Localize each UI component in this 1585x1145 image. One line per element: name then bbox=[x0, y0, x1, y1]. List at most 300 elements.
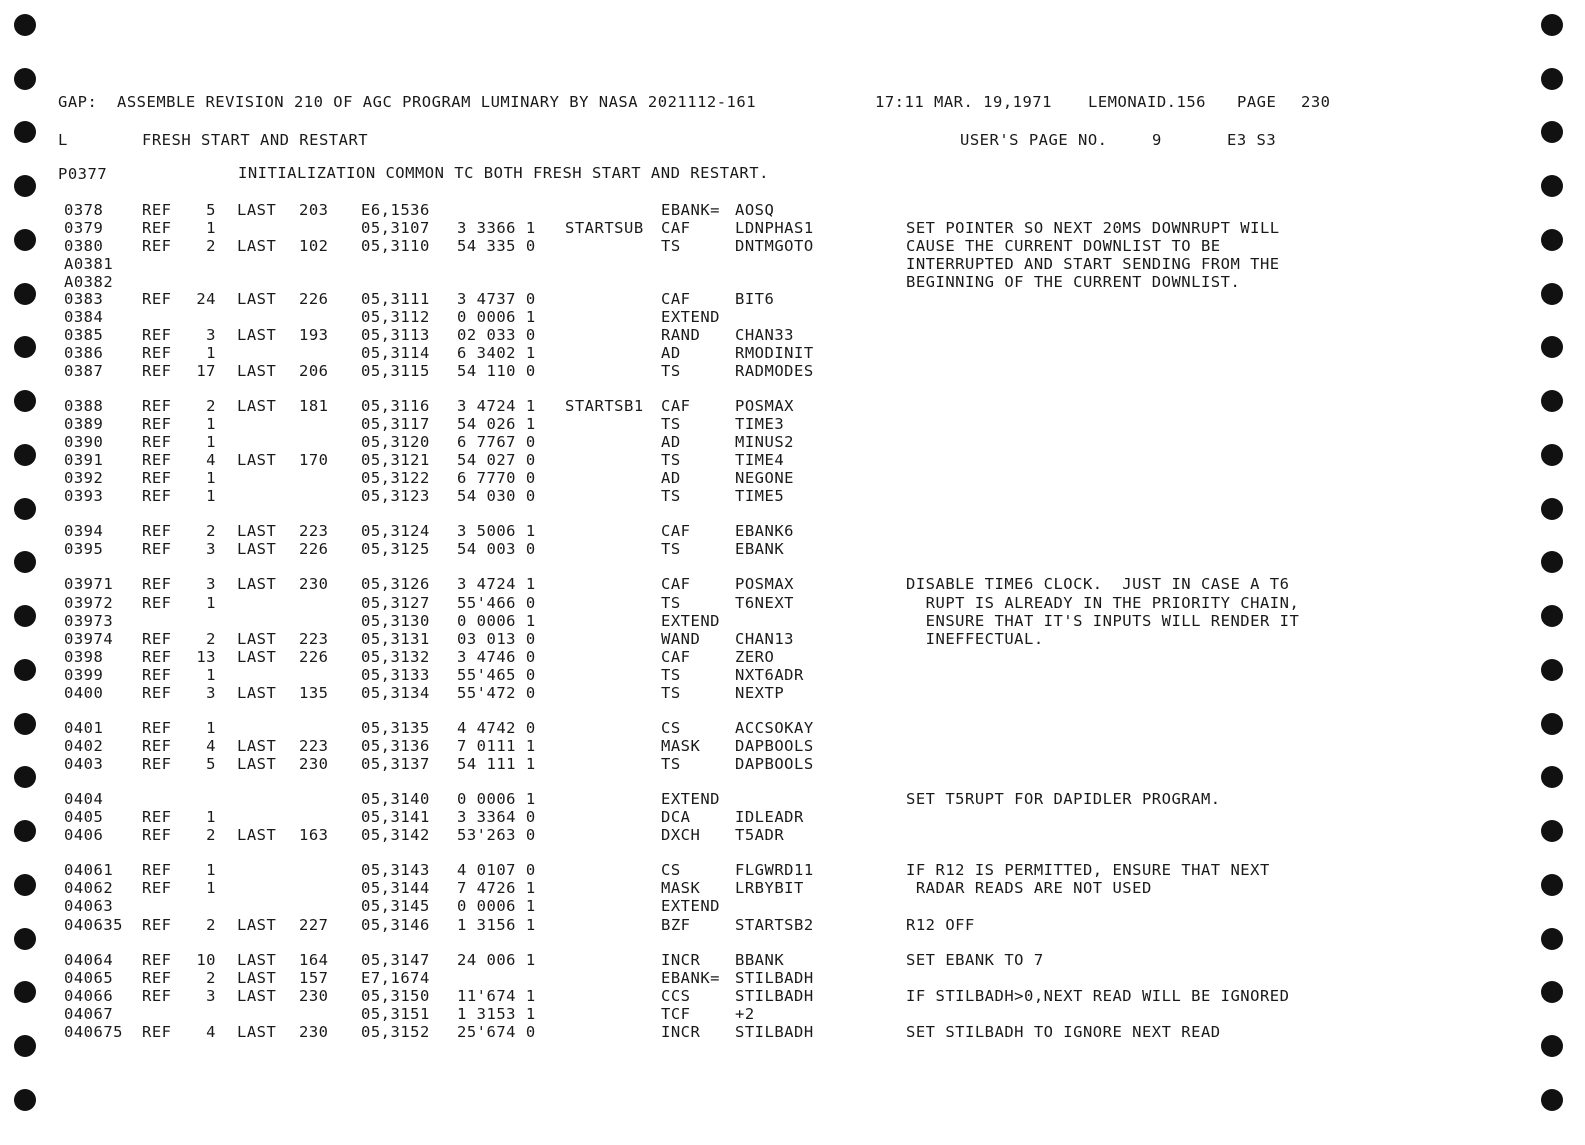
ref-count: 2 bbox=[206, 916, 216, 934]
operand: TIME5 bbox=[735, 487, 785, 505]
address: 05,3121 bbox=[361, 451, 430, 469]
octal-code: 54 111 1 bbox=[457, 755, 536, 773]
subtitle-text: INITIALIZATION COMMON TC BOTH FRESH START AND RESTART. bbox=[238, 164, 769, 182]
operand: TIME3 bbox=[735, 415, 785, 433]
listing-row bbox=[0, 1005, 1585, 1023]
ref-count: 10 bbox=[196, 951, 216, 969]
opcode: TS bbox=[661, 362, 681, 380]
seq-number: 0389 bbox=[64, 415, 104, 433]
address: 05,3134 bbox=[361, 684, 430, 702]
listing-row bbox=[0, 237, 1585, 255]
octal-code: 7 4726 1 bbox=[457, 879, 536, 897]
address: 05,3143 bbox=[361, 861, 430, 879]
comment: SET EBANK TO 7 bbox=[906, 951, 1044, 969]
ref-tag: REF bbox=[142, 433, 172, 451]
ref-count: 2 bbox=[206, 522, 216, 540]
feed-hole bbox=[14, 14, 36, 36]
feed-hole bbox=[1541, 175, 1563, 197]
octal-code: 54 026 1 bbox=[457, 415, 536, 433]
listing-row bbox=[0, 290, 1585, 308]
listing-row bbox=[0, 594, 1585, 612]
feed-hole bbox=[14, 121, 36, 143]
operand: DAPBOOLS bbox=[735, 755, 814, 773]
operand: STILBADH bbox=[735, 1023, 814, 1041]
ref-tag: REF bbox=[142, 630, 172, 648]
ref-tag: REF bbox=[142, 575, 172, 593]
ref-count: 1 bbox=[206, 344, 216, 362]
opcode: EXTEND bbox=[661, 308, 720, 326]
ref-count: 24 bbox=[196, 290, 216, 308]
ref-tag: REF bbox=[142, 737, 172, 755]
seq-number: 0391 bbox=[64, 451, 104, 469]
address: 05,3125 bbox=[361, 540, 430, 558]
last-page: 230 bbox=[299, 755, 329, 773]
seq-number: 0379 bbox=[64, 219, 104, 237]
last-tag: LAST bbox=[237, 237, 277, 255]
address: 05,3124 bbox=[361, 522, 430, 540]
listing-row bbox=[0, 861, 1585, 879]
octal-code: 0 0006 1 bbox=[457, 897, 536, 915]
listing-row bbox=[0, 273, 1585, 291]
address: 05,3114 bbox=[361, 344, 430, 362]
ref-tag: REF bbox=[142, 969, 172, 987]
last-tag: LAST bbox=[237, 630, 277, 648]
listing-row bbox=[0, 719, 1585, 737]
opcode: INCR bbox=[661, 951, 701, 969]
feed-hole bbox=[14, 1089, 36, 1111]
page-number: 230 bbox=[1301, 93, 1331, 111]
last-page: 230 bbox=[299, 575, 329, 593]
operand: MINUS2 bbox=[735, 433, 794, 451]
operand: STILBADH bbox=[735, 969, 814, 987]
last-page: 223 bbox=[299, 737, 329, 755]
opcode: DXCH bbox=[661, 826, 701, 844]
ref-count: 3 bbox=[206, 326, 216, 344]
listing-row bbox=[0, 433, 1585, 451]
ref-tag: REF bbox=[142, 201, 172, 219]
octal-code: 24 006 1 bbox=[457, 951, 536, 969]
last-page: 226 bbox=[299, 540, 329, 558]
seq-number: 04061 bbox=[64, 861, 114, 879]
address: 05,3122 bbox=[361, 469, 430, 487]
listing-row bbox=[0, 451, 1585, 469]
address: 05,3113 bbox=[361, 326, 430, 344]
comment: INEFFECTUAL. bbox=[906, 630, 1044, 648]
ref-count: 2 bbox=[206, 969, 216, 987]
ref-count: 1 bbox=[206, 433, 216, 451]
ref-tag: REF bbox=[142, 415, 172, 433]
listing-row bbox=[0, 415, 1585, 433]
comment: ENSURE THAT IT'S INPUTS WILL RENDER IT bbox=[906, 612, 1300, 630]
ref-count: 1 bbox=[206, 219, 216, 237]
listing-row bbox=[0, 648, 1585, 666]
symbol-label: STARTSUB bbox=[565, 219, 644, 237]
address: 05,3131 bbox=[361, 630, 430, 648]
comment: CAUSE THE CURRENT DOWNLIST TO BE bbox=[906, 237, 1221, 255]
operand: LRBYBIT bbox=[735, 879, 804, 897]
last-page: 164 bbox=[299, 951, 329, 969]
opcode: TS bbox=[661, 415, 681, 433]
last-tag: LAST bbox=[237, 987, 277, 1005]
page-label: PAGE bbox=[1237, 93, 1277, 111]
feed-hole bbox=[14, 175, 36, 197]
octal-code: 55'466 0 bbox=[457, 594, 536, 612]
ref-count: 1 bbox=[206, 861, 216, 879]
opcode: CCS bbox=[661, 987, 691, 1005]
comment: IF STILBADH>0,NEXT READ WILL BE IGNORED bbox=[906, 987, 1290, 1005]
opcode: DCA bbox=[661, 808, 691, 826]
address: 05,3123 bbox=[361, 487, 430, 505]
last-tag: LAST bbox=[237, 362, 277, 380]
listing-row bbox=[0, 879, 1585, 897]
ref-tag: REF bbox=[142, 684, 172, 702]
listing-row bbox=[0, 575, 1585, 593]
address: 05,3135 bbox=[361, 719, 430, 737]
ref-count: 4 bbox=[206, 1023, 216, 1041]
feed-hole bbox=[1541, 1089, 1563, 1111]
opcode: TS bbox=[661, 666, 681, 684]
operand: ZERO bbox=[735, 648, 775, 666]
comment: R12 OFF bbox=[906, 916, 975, 934]
last-page: 223 bbox=[299, 630, 329, 648]
operand: EBANK bbox=[735, 540, 785, 558]
opcode: INCR bbox=[661, 1023, 701, 1041]
ref-tag: REF bbox=[142, 362, 172, 380]
ref-tag: REF bbox=[142, 237, 172, 255]
comment: SET T5RUPT FOR DAPIDLER PROGRAM. bbox=[906, 790, 1221, 808]
ref-count: 1 bbox=[206, 719, 216, 737]
ref-tag: REF bbox=[142, 451, 172, 469]
ref-tag: REF bbox=[142, 826, 172, 844]
opcode: TS bbox=[661, 594, 681, 612]
octal-code: 1 3153 1 bbox=[457, 1005, 536, 1023]
seq-number: 0399 bbox=[64, 666, 104, 684]
seq-number: 0406 bbox=[64, 826, 104, 844]
opcode: BZF bbox=[661, 916, 691, 934]
seq-number: 0390 bbox=[64, 433, 104, 451]
last-tag: LAST bbox=[237, 522, 277, 540]
ref-count: 2 bbox=[206, 397, 216, 415]
last-tag: LAST bbox=[237, 969, 277, 987]
last-tag: LAST bbox=[237, 826, 277, 844]
last-page: 193 bbox=[299, 326, 329, 344]
address: 05,3146 bbox=[361, 916, 430, 934]
address: 05,3141 bbox=[361, 808, 430, 826]
address: 05,3145 bbox=[361, 897, 430, 915]
operand: POSMAX bbox=[735, 397, 794, 415]
listing-row bbox=[0, 684, 1585, 702]
address: 05,3150 bbox=[361, 987, 430, 1005]
operand: RADMODES bbox=[735, 362, 814, 380]
feed-hole bbox=[1541, 14, 1563, 36]
octal-code: 3 4737 0 bbox=[457, 290, 536, 308]
address: 05,3130 bbox=[361, 612, 430, 630]
operand: LDNPHAS1 bbox=[735, 219, 814, 237]
seq-number: 0384 bbox=[64, 308, 104, 326]
listing-row bbox=[0, 951, 1585, 969]
opcode: CAF bbox=[661, 575, 691, 593]
operand: T6NEXT bbox=[735, 594, 794, 612]
octal-code: 3 4724 1 bbox=[457, 397, 536, 415]
seq-number: 04064 bbox=[64, 951, 114, 969]
last-page: 157 bbox=[299, 969, 329, 987]
listing-row bbox=[0, 630, 1585, 648]
listing-row bbox=[0, 1023, 1585, 1041]
address: 05,3126 bbox=[361, 575, 430, 593]
listing-row bbox=[0, 255, 1585, 273]
ref-tag: REF bbox=[142, 344, 172, 362]
ref-count: 2 bbox=[206, 630, 216, 648]
octal-code: 0 0006 1 bbox=[457, 308, 536, 326]
listing-row bbox=[0, 666, 1585, 684]
ref-count: 1 bbox=[206, 469, 216, 487]
opcode: CAF bbox=[661, 397, 691, 415]
octal-code: 4 4742 0 bbox=[457, 719, 536, 737]
users-page-label: USER'S PAGE NO. bbox=[960, 131, 1108, 149]
operand: CHAN33 bbox=[735, 326, 794, 344]
seq-number: 03974 bbox=[64, 630, 114, 648]
operand: POSMAX bbox=[735, 575, 794, 593]
operand: DAPBOOLS bbox=[735, 737, 814, 755]
listing-row bbox=[0, 737, 1585, 755]
last-tag: LAST bbox=[237, 540, 277, 558]
listing-row bbox=[0, 916, 1585, 934]
comment: DISABLE TIME6 CLOCK. JUST IN CASE A T6 bbox=[906, 575, 1290, 593]
ref-tag: REF bbox=[142, 648, 172, 666]
ref-tag: REF bbox=[142, 522, 172, 540]
ref-tag: REF bbox=[142, 1023, 172, 1041]
opcode: EBANK= bbox=[661, 969, 720, 987]
address: 05,3127 bbox=[361, 594, 430, 612]
address: 05,3116 bbox=[361, 397, 430, 415]
address: 05,3140 bbox=[361, 790, 430, 808]
listing-row bbox=[0, 969, 1585, 987]
ref-tag: REF bbox=[142, 951, 172, 969]
opcode: CAF bbox=[661, 290, 691, 308]
seq-number: 0380 bbox=[64, 237, 104, 255]
octal-code: 54 110 0 bbox=[457, 362, 536, 380]
octal-code: 0 0006 1 bbox=[457, 612, 536, 630]
assembly-title: GAP: ASSEMBLE REVISION 210 OF AGC PROGRAM LUMINARY BY NASA 2021112-161 bbox=[58, 93, 757, 111]
listing-row bbox=[0, 897, 1585, 915]
last-page: 102 bbox=[299, 237, 329, 255]
seq-number: 0385 bbox=[64, 326, 104, 344]
ref-count: 1 bbox=[206, 487, 216, 505]
octal-code: 3 3364 0 bbox=[457, 808, 536, 826]
users-page-number: 9 bbox=[1152, 131, 1162, 149]
opcode: TS bbox=[661, 540, 681, 558]
address: 05,3117 bbox=[361, 415, 430, 433]
seq-number: 0405 bbox=[64, 808, 104, 826]
address: 05,3115 bbox=[361, 362, 430, 380]
seq-number: 0403 bbox=[64, 755, 104, 773]
octal-code: 6 7767 0 bbox=[457, 433, 536, 451]
octal-code: 02 033 0 bbox=[457, 326, 536, 344]
ref-count: 5 bbox=[206, 755, 216, 773]
comment: RUPT IS ALREADY IN THE PRIORITY CHAIN, bbox=[906, 594, 1300, 612]
seq-number: 0395 bbox=[64, 540, 104, 558]
ref-count: 3 bbox=[206, 684, 216, 702]
octal-code: 3 4724 1 bbox=[457, 575, 536, 593]
seq-number: 0387 bbox=[64, 362, 104, 380]
last-page: 203 bbox=[299, 201, 329, 219]
ref-tag: REF bbox=[142, 397, 172, 415]
operand: TIME4 bbox=[735, 451, 785, 469]
listing-row bbox=[0, 362, 1585, 380]
last-tag: LAST bbox=[237, 397, 277, 415]
last-page: 230 bbox=[299, 1023, 329, 1041]
section-title: FRESH START AND RESTART bbox=[142, 131, 369, 149]
seq-number: 0402 bbox=[64, 737, 104, 755]
operand: NEXTP bbox=[735, 684, 785, 702]
ref-tag: REF bbox=[142, 487, 172, 505]
seq-number: 04067 bbox=[64, 1005, 114, 1023]
opcode: CAF bbox=[661, 648, 691, 666]
octal-code: 3 5006 1 bbox=[457, 522, 536, 540]
address: 05,3120 bbox=[361, 433, 430, 451]
opcode: TS bbox=[661, 487, 681, 505]
last-page: 206 bbox=[299, 362, 329, 380]
seq-number: 0383 bbox=[64, 290, 104, 308]
address: 05,3107 bbox=[361, 219, 430, 237]
octal-code: 11'674 1 bbox=[457, 987, 536, 1005]
operand: AOSQ bbox=[735, 201, 775, 219]
listing-row bbox=[0, 397, 1585, 415]
operand: RMODINIT bbox=[735, 344, 814, 362]
last-tag: LAST bbox=[237, 648, 277, 666]
ref-count: 1 bbox=[206, 594, 216, 612]
comment: INTERRUPTED AND START SENDING FROM THE bbox=[906, 255, 1280, 273]
ref-count: 3 bbox=[206, 575, 216, 593]
opcode: EXTEND bbox=[661, 612, 720, 630]
operand: FLGWRD11 bbox=[735, 861, 814, 879]
opcode: AD bbox=[661, 469, 681, 487]
ref-tag: REF bbox=[142, 326, 172, 344]
seq-number: 0378 bbox=[64, 201, 104, 219]
octal-code: 54 335 0 bbox=[457, 237, 536, 255]
address: 05,3111 bbox=[361, 290, 430, 308]
opcode: TCF bbox=[661, 1005, 691, 1023]
feed-hole bbox=[14, 68, 36, 90]
octal-code: 54 027 0 bbox=[457, 451, 536, 469]
last-tag: LAST bbox=[237, 575, 277, 593]
ref-tag: REF bbox=[142, 879, 172, 897]
ref-count: 2 bbox=[206, 826, 216, 844]
ref-tag: REF bbox=[142, 594, 172, 612]
opcode: CS bbox=[661, 719, 681, 737]
seq-number: 04063 bbox=[64, 897, 114, 915]
address: 05,3137 bbox=[361, 755, 430, 773]
ref-count: 3 bbox=[206, 987, 216, 1005]
seq-number: 0386 bbox=[64, 344, 104, 362]
ref-count: 13 bbox=[196, 648, 216, 666]
octal-code: 3 3366 1 bbox=[457, 219, 536, 237]
last-tag: LAST bbox=[237, 755, 277, 773]
last-tag: LAST bbox=[237, 451, 277, 469]
address: 05,3147 bbox=[361, 951, 430, 969]
listing-row bbox=[0, 826, 1585, 844]
operand: T5ADR bbox=[735, 826, 785, 844]
seq-number: 0398 bbox=[64, 648, 104, 666]
address: 05,3133 bbox=[361, 666, 430, 684]
ref-count: 5 bbox=[206, 201, 216, 219]
opcode: AD bbox=[661, 344, 681, 362]
opcode: TS bbox=[661, 451, 681, 469]
listing-row bbox=[0, 201, 1585, 219]
ref-tag: REF bbox=[142, 540, 172, 558]
listing-row bbox=[0, 326, 1585, 344]
ref-tag: REF bbox=[142, 987, 172, 1005]
octal-code: 0 0006 1 bbox=[457, 790, 536, 808]
ref-count: 4 bbox=[206, 451, 216, 469]
address: 05,3112 bbox=[361, 308, 430, 326]
opcode: EXTEND bbox=[661, 897, 720, 915]
opcode: EXTEND bbox=[661, 790, 720, 808]
ref-count: 1 bbox=[206, 879, 216, 897]
seq-number: 03972 bbox=[64, 594, 114, 612]
octal-code: 54 003 0 bbox=[457, 540, 536, 558]
opcode: TS bbox=[661, 237, 681, 255]
opcode: TS bbox=[661, 684, 681, 702]
listing-row bbox=[0, 987, 1585, 1005]
listing-row bbox=[0, 522, 1585, 540]
seq-number: 03971 bbox=[64, 575, 114, 593]
listing-row bbox=[0, 469, 1585, 487]
address: 05,3151 bbox=[361, 1005, 430, 1023]
opcode: CAF bbox=[661, 219, 691, 237]
octal-code: 55'472 0 bbox=[457, 684, 536, 702]
source-name: LEMONAID.156 bbox=[1088, 93, 1206, 111]
seq-number: 04062 bbox=[64, 879, 114, 897]
last-tag: LAST bbox=[237, 326, 277, 344]
operand: +2 bbox=[735, 1005, 755, 1023]
operand: ACCSOKAY bbox=[735, 719, 814, 737]
address: E7,1674 bbox=[361, 969, 430, 987]
octal-code: 6 7770 0 bbox=[457, 469, 536, 487]
ref-tag: REF bbox=[142, 719, 172, 737]
octal-code: 3 4746 0 bbox=[457, 648, 536, 666]
seq-number: 0401 bbox=[64, 719, 104, 737]
opcode: EBANK= bbox=[661, 201, 720, 219]
operand: EBANK6 bbox=[735, 522, 794, 540]
last-page: 163 bbox=[299, 826, 329, 844]
ref-count: 2 bbox=[206, 237, 216, 255]
seq-number: 0404 bbox=[64, 790, 104, 808]
ref-count: 1 bbox=[206, 666, 216, 684]
last-tag: LAST bbox=[237, 951, 277, 969]
ref-tag: REF bbox=[142, 469, 172, 487]
address: 05,3110 bbox=[361, 237, 430, 255]
address: 05,3142 bbox=[361, 826, 430, 844]
ref-tag: REF bbox=[142, 808, 172, 826]
ref-tag: REF bbox=[142, 290, 172, 308]
operand: STARTSB2 bbox=[735, 916, 814, 934]
ref-tag: REF bbox=[142, 755, 172, 773]
operand: IDLEADR bbox=[735, 808, 804, 826]
listing-row bbox=[0, 344, 1585, 362]
listing-row bbox=[0, 308, 1585, 326]
operand: DNTMGOTO bbox=[735, 237, 814, 255]
address: E6,1536 bbox=[361, 201, 430, 219]
comment: SET POINTER SO NEXT 20MS DOWNRUPT WILL bbox=[906, 219, 1280, 237]
seq-number: 03973 bbox=[64, 612, 114, 630]
operand: CHAN13 bbox=[735, 630, 794, 648]
octal-code: 54 030 0 bbox=[457, 487, 536, 505]
e-s-code: E3 S3 bbox=[1227, 131, 1277, 149]
opcode: RAND bbox=[661, 326, 701, 344]
operand: BIT6 bbox=[735, 290, 775, 308]
feed-hole bbox=[1541, 68, 1563, 90]
